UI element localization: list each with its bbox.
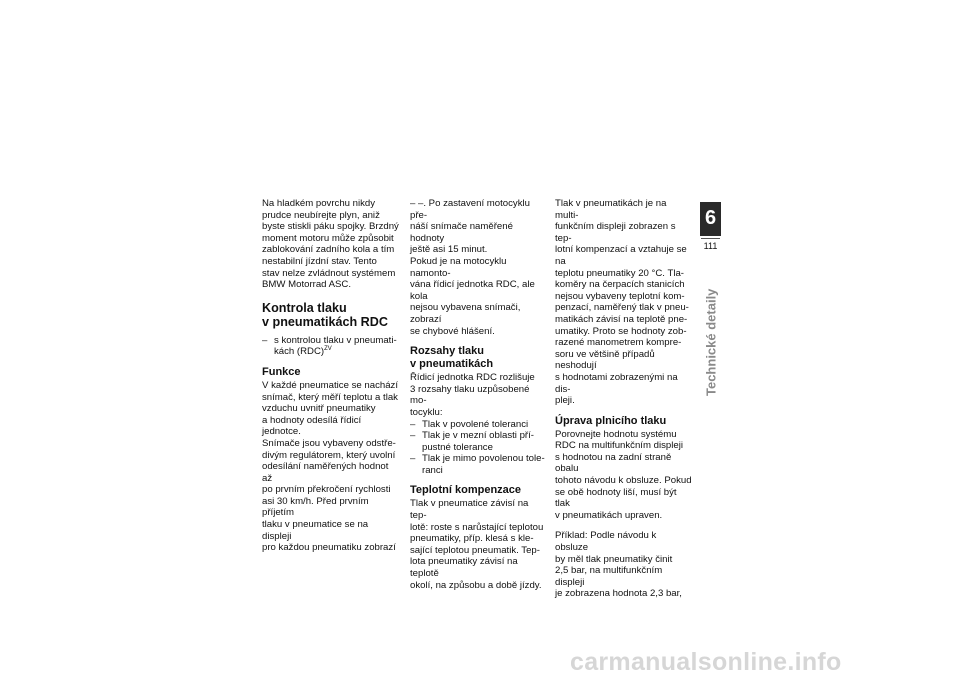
- list-item: – Tlak je mimo povolenou tole- ranci: [410, 453, 547, 476]
- paragraph: V každé pneumatice se nachází snímač, který měří teplotu a tlak vzduchu uvnitř pneumatiky a hodnoty odesílá řídicí jednotce. Snímače jsou vybaveny odstře- divým regulátorem, který uvolní odesílání naměřených hodnot až po prvním překročení rychlosti asi 30 km/h. Před prvním příjetím tlaku v pneumatice se na displeji pro každou pneumatiku zobrazí: [262, 379, 398, 554]
- paragraph: Tlak v pneumatice závisí na tep- lotě: roste s narůstající teplotou pneumatiky, příp. klesá s kle- sající teplotou pneumatik. Tep- lota pneumatiky závisí na teplotě okolí, na způsobu a době jízdy.: [410, 498, 544, 591]
- section-title-vertical: Technické detaily: [703, 288, 719, 396]
- paragraph: Příklad: Podle návodu k obsluze by měl tlak pneumatiky činit 2,5 bar, na multifunkčním displeji je zobrazena hodnota 2,3 bar,: [555, 530, 682, 600]
- paragraph: Tlak v pneumatikách je na multi- funkčním displeji zobrazen s tep- lotní kompenzací a vztahuje se na teplotu pneumatiky 20 °C. Tla- koměry na čerpacích stanicích nejsou vybaveny teplotní kom- penzací, naměřený tlak v pneu- matikách závisí na teplotě pne- umatiky. Proto se hodnoty zob- razené manometrem kompre- soru ve většině případů neshodují s hodnotami zobrazenými na dis- pleji.: [555, 198, 689, 407]
- chapter-number-tab: 6: [700, 202, 721, 236]
- text-column-2: [410, 198, 547, 591]
- paragraph: Na hladkém povrchu nikdy prudce neubírejte plyn, aniž byste stiskli páku spojky. Brzdný moment motoru může způsobit zablokování zadního kola a tím nestabilní jízdní stav. Tento stav nelze zvládnout systémem BMW Motorrad ASC.: [262, 198, 399, 291]
- section-heading: Kontrola tlaku v pneumatikách RDC: [262, 300, 388, 329]
- page-number: 111: [703, 241, 718, 251]
- subsection-heading: Rozsahy tlaku v pneumatikách: [410, 345, 494, 371]
- paragraph: – –. Po zastavení motocyklu pře- náší snímače naměřené hodnoty ještě asi 15 minut. Pokud je na motocyklu namonto- vána řídicí jednotka RDC, ale kola nejsou vybavena snímači, zobrazí se chybové hlášení.: [410, 198, 535, 337]
- subsection-heading: Teplotní kompenzace: [410, 484, 522, 497]
- list-item: – Tlak je v mezní oblasti pří- pustné tolerance: [410, 430, 547, 453]
- text-column-1: [262, 198, 399, 554]
- text-column-3: [555, 198, 692, 600]
- list-item: [262, 335, 399, 358]
- list-item-text: s kontrolou tlaku v pneumati- kách (RDC): [274, 334, 397, 358]
- paragraph: Porovnejte hodnotu systému RDC na multifunkčním displeji s hodnotou na zadní straně obalu tohoto návodu k obsluze. Pokud se obě hodnoty liší, musí být tlak v pneumatikách upraven.: [555, 428, 692, 521]
- optional-equipment-mark: ZV: [324, 346, 332, 353]
- divider: [701, 238, 720, 239]
- subsection-heading: Úprava plnicího tlaku: [555, 414, 667, 427]
- subsection-heading: Funkce: [262, 365, 301, 378]
- list-item: – Tlak v povolené toleranci: [410, 419, 547, 431]
- paragraph: Řídicí jednotka RDC rozlišuje 3 rozsahy tlaku uzpůsobené mo- tocyklu:: [410, 372, 535, 418]
- watermark: carmanualsonline.info: [570, 648, 842, 676]
